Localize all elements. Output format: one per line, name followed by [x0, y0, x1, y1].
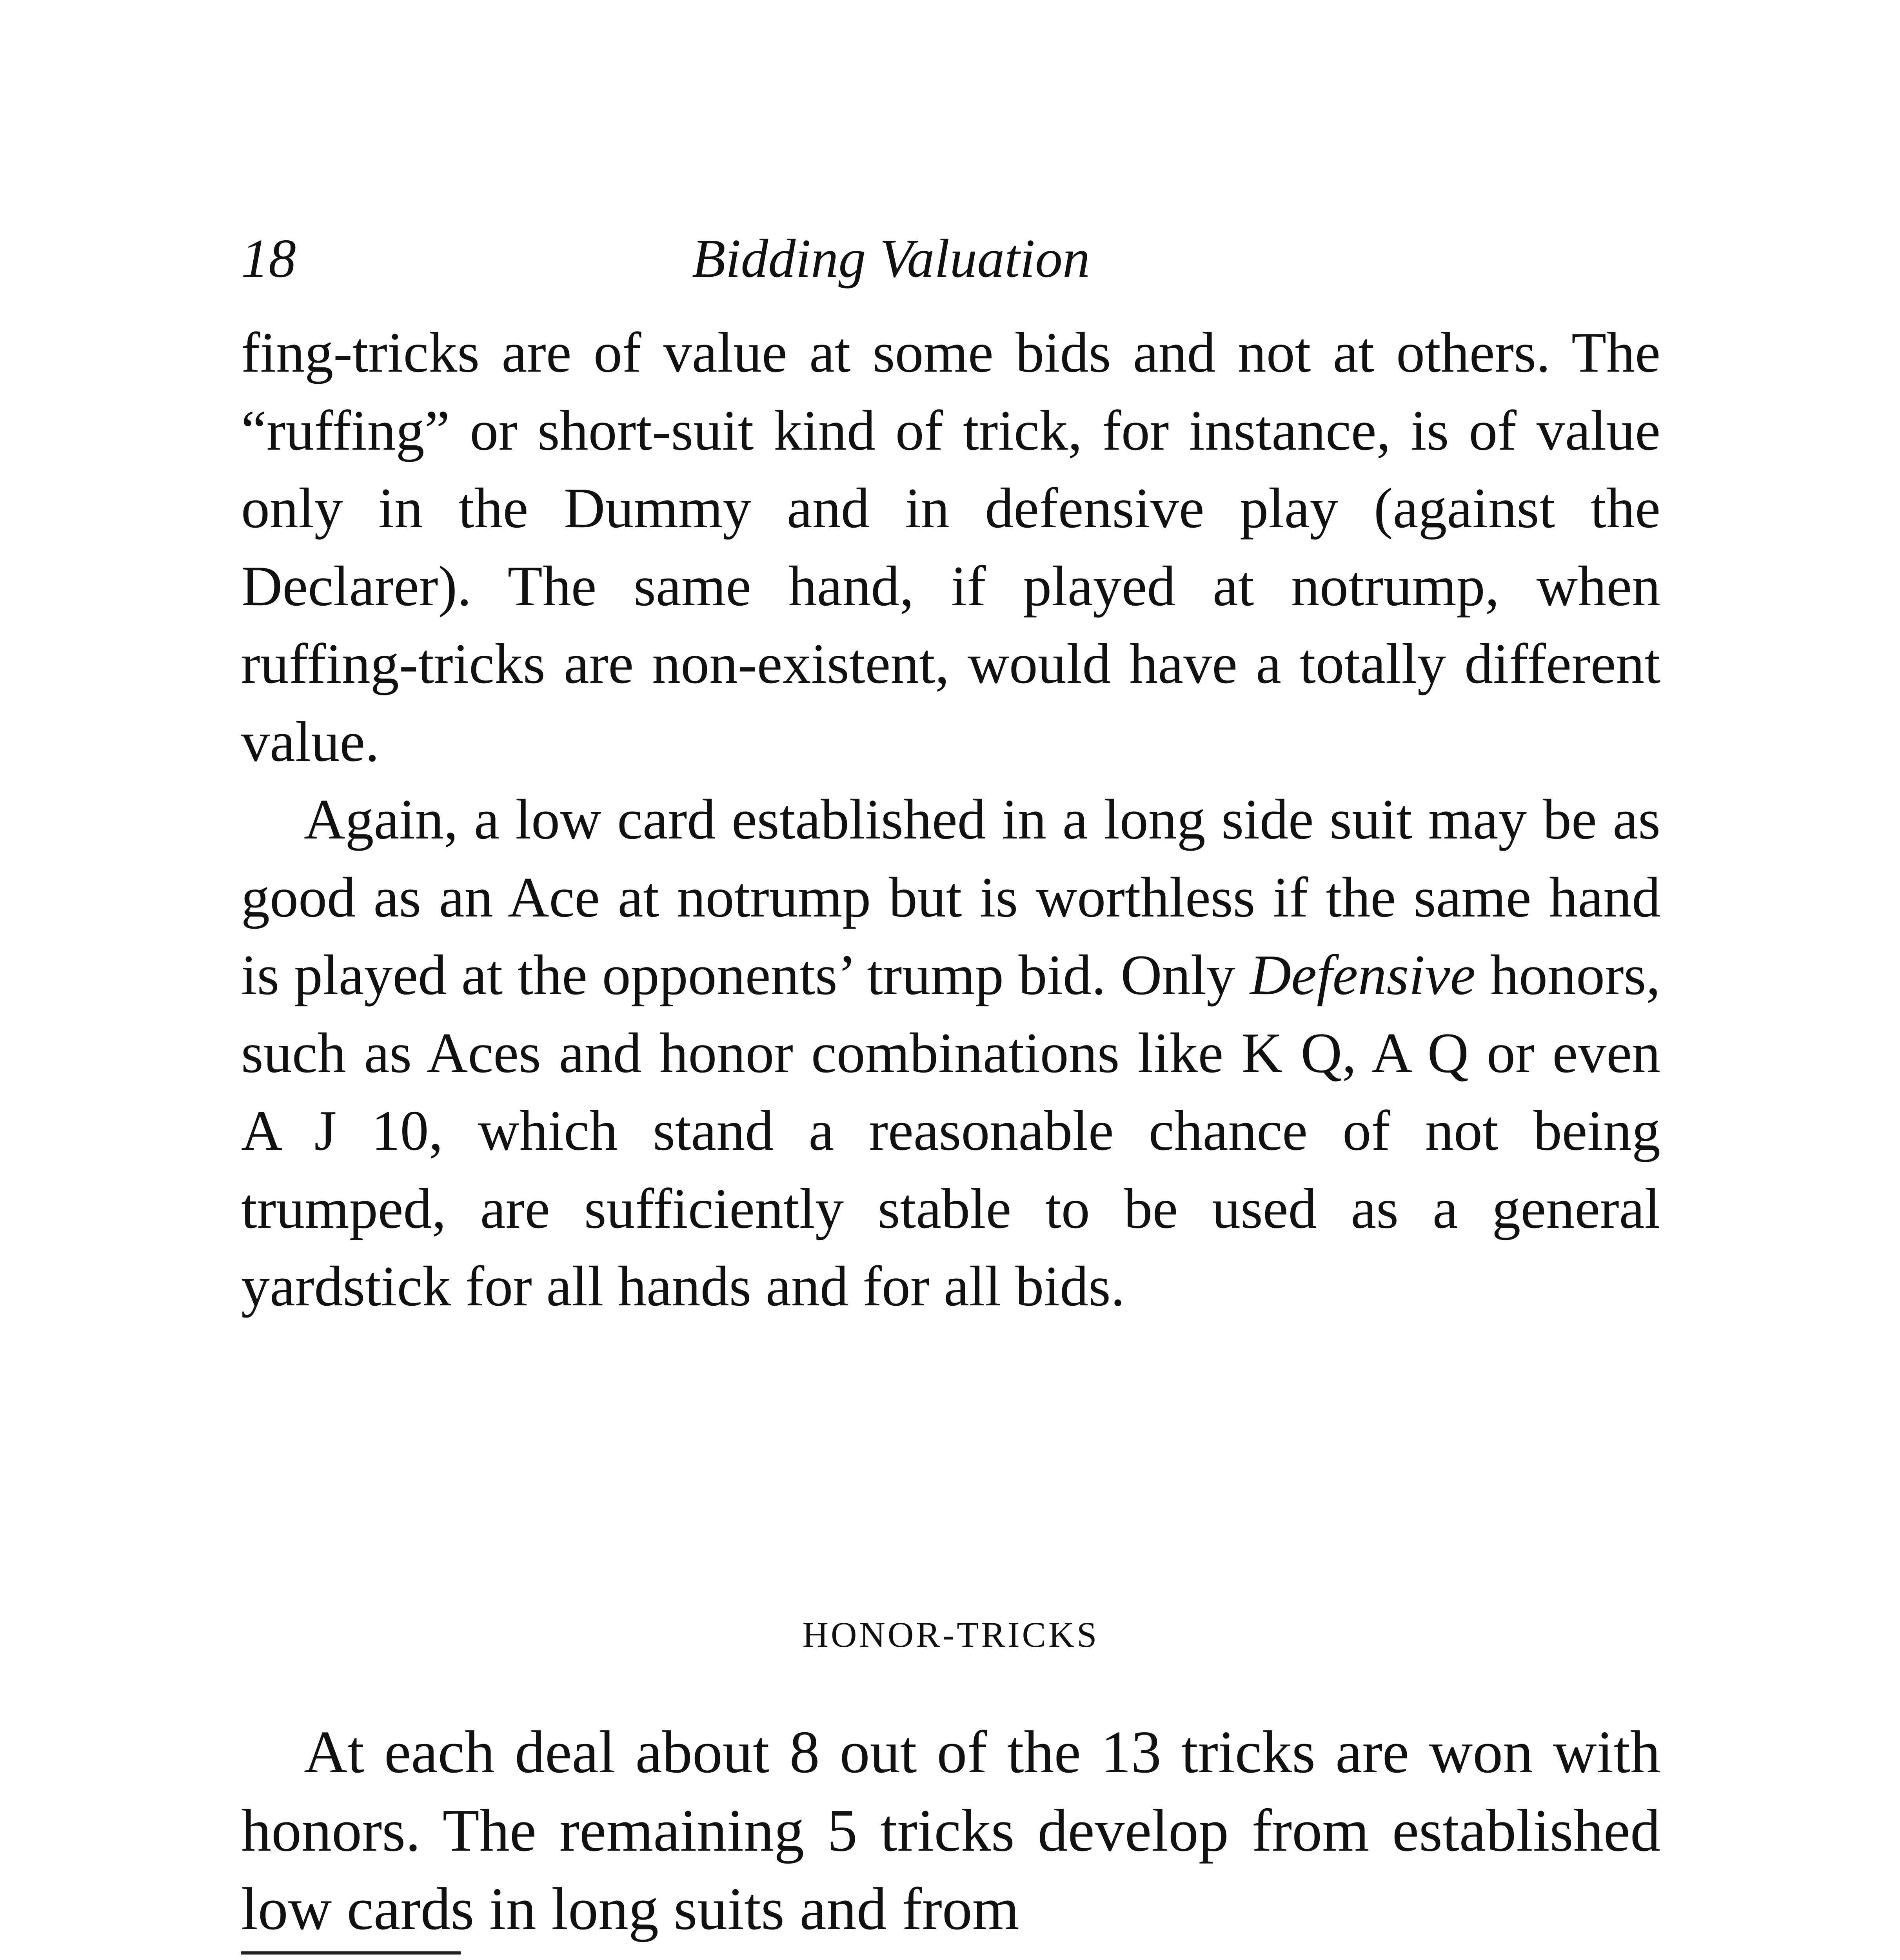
paragraph-text: Again, a low card established in a long side suit may be as good as an Ace at notrump but is worthless if the same hand is played at the opponents’ trump bid. Only	[241, 788, 1660, 1007]
section-text	[241, 1713, 1660, 1948]
footnote-rule	[241, 1951, 461, 1955]
paragraph: fing-tricks are of value at some bids and not at others. The “ruffing” or short-suit kind of trick, for instance, is of value only in the Dummy and in defensive play (against the Declarer). The same hand, if played at notrump, when ruffing-tricks are non-existent, would have a totally different value.	[241, 321, 1660, 773]
paragraph-text: honors, such as Aces and honor combinations like K Q, A Q or even A J 10, which stand a reasonable chance of not being trumped, are sufficiently stable to be used as a general yardstick for all hands and for all bids.	[241, 943, 1660, 1318]
section-heading: HONOR-TRICKS	[802, 1615, 1099, 1655]
paragraph	[241, 780, 1660, 1325]
paragraph: At each deal about 8 out of the 13 tricks are won with honors. The remaining 5 tricks develop from established low cards in long suits and from	[241, 1719, 1660, 1942]
page-number: 18	[241, 228, 296, 289]
page-header	[241, 220, 1660, 298]
body-text	[241, 314, 1660, 1325]
emphasis-text: Defensive	[1250, 943, 1476, 1007]
running-title: Bidding Valuation	[692, 228, 1090, 289]
